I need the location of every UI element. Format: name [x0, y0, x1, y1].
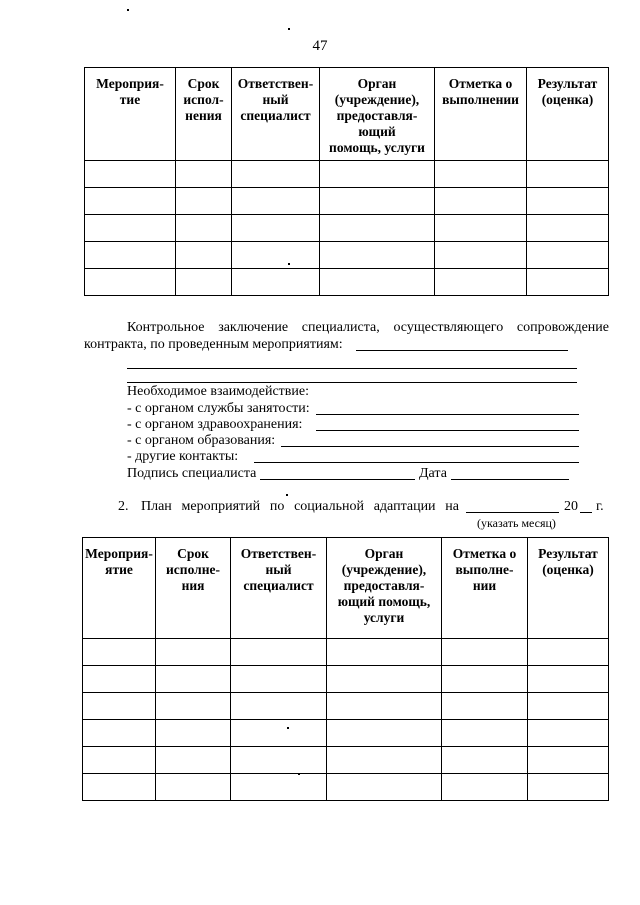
table-cell[interactable] [528, 639, 609, 666]
column-header-result: Результат (оценка) [527, 68, 609, 161]
table-row [83, 720, 609, 747]
table-cell[interactable] [156, 693, 231, 720]
table-cell[interactable] [528, 720, 609, 747]
plan-year-suffix: г. [596, 499, 604, 514]
table-cell[interactable] [327, 693, 442, 720]
plan-year-prefix: 20 [564, 499, 578, 514]
table-cell[interactable] [442, 747, 528, 774]
table-cell[interactable] [327, 639, 442, 666]
column-header-agency: Орган (учреждение), предоставля- ющий помощь, услуги [320, 68, 435, 161]
table-cell[interactable] [156, 747, 231, 774]
table-cell[interactable] [85, 161, 176, 188]
table-row [83, 693, 609, 720]
column-header-activity: Мероприя- тие [85, 68, 176, 161]
scan-speck [288, 28, 290, 30]
table-cell[interactable] [320, 215, 435, 242]
table-row [83, 639, 609, 666]
table-row [83, 774, 609, 801]
table-row [83, 747, 609, 774]
table-cell[interactable] [320, 269, 435, 296]
table-cell[interactable] [231, 720, 327, 747]
table-cell[interactable] [83, 774, 156, 801]
table-cell[interactable] [442, 774, 528, 801]
table-cell[interactable] [231, 666, 327, 693]
scan-speck [288, 263, 290, 265]
education-fill-line[interactable] [281, 446, 579, 447]
column-header-activity: Мероприя- ятие [83, 538, 156, 639]
column-header-deadline: Срок испол- нения [176, 68, 232, 161]
table-cell[interactable] [83, 693, 156, 720]
column-header-deadline: Срок исполне- ния [156, 538, 231, 639]
date-label: Дата [419, 466, 447, 481]
table-cell[interactable] [232, 188, 320, 215]
other-contacts-label: - другие контакты: [127, 449, 239, 464]
table-cell[interactable] [527, 269, 609, 296]
table-cell[interactable] [435, 215, 527, 242]
table-row [85, 161, 609, 188]
table-cell[interactable] [327, 747, 442, 774]
column-header-responsible: Ответствен- ный специалист [231, 538, 327, 639]
table-cell[interactable] [528, 747, 609, 774]
table-cell[interactable] [527, 188, 609, 215]
table-cell[interactable] [442, 693, 528, 720]
scan-speck [127, 9, 129, 11]
table-cell[interactable] [85, 215, 176, 242]
health-label: - с органом здравоохранения: [127, 417, 303, 432]
table-cell[interactable] [442, 639, 528, 666]
scan-speck [286, 494, 288, 496]
column-header-completion-mark: Отметка о выполнении [435, 68, 527, 161]
scan-speck [287, 727, 289, 729]
table-cell[interactable] [435, 188, 527, 215]
table-cell[interactable] [176, 161, 232, 188]
table-cell[interactable] [442, 666, 528, 693]
other-contacts-fill-line[interactable] [254, 462, 579, 463]
table-cell[interactable] [231, 639, 327, 666]
table-cell[interactable] [176, 269, 232, 296]
activities-table-top [84, 67, 609, 296]
signature-fill-line[interactable] [260, 479, 415, 480]
table-cell[interactable] [156, 639, 231, 666]
table-cell[interactable] [232, 269, 320, 296]
table-cell[interactable] [232, 161, 320, 188]
table-cell[interactable] [231, 693, 327, 720]
table-row [83, 666, 609, 693]
date-fill-line[interactable] [451, 479, 569, 480]
table-cell[interactable] [176, 188, 232, 215]
plan-number: 2. [118, 499, 129, 514]
table-cell[interactable] [327, 666, 442, 693]
table-cell[interactable] [528, 774, 609, 801]
column-header-agency: Орган (учреждение), предоставля- ющий помощь, услуги [327, 538, 442, 639]
plan-text: План мероприятий по социальной адаптации на [141, 499, 459, 514]
page-number: 47 [312, 38, 328, 54]
conclusion-line-2: контракта, по проведенным мероприятиям: [84, 337, 343, 352]
table-cell[interactable] [528, 693, 609, 720]
month-hint: (указать месяц) [477, 516, 556, 530]
health-fill-line[interactable] [316, 430, 579, 431]
column-header-result: Результат (оценка) [528, 538, 609, 639]
table-cell[interactable] [527, 215, 609, 242]
table-cell[interactable] [327, 774, 442, 801]
table-cell[interactable] [83, 666, 156, 693]
table-cell[interactable] [156, 720, 231, 747]
plan-year-fill-line[interactable] [580, 512, 592, 513]
table-cell[interactable] [85, 188, 176, 215]
table-cell[interactable] [156, 666, 231, 693]
table-body-bottom [83, 639, 609, 801]
table-body-top [85, 161, 609, 296]
employment-fill-line[interactable] [316, 414, 579, 415]
table-cell[interactable] [232, 242, 320, 269]
table-cell[interactable] [327, 720, 442, 747]
table-cell[interactable] [231, 747, 327, 774]
scan-speck [298, 773, 300, 775]
conclusion-fill-line-2[interactable] [127, 368, 577, 369]
plan-month-fill-line[interactable] [466, 512, 559, 513]
table-cell[interactable] [442, 720, 528, 747]
activities-table-bottom [82, 537, 609, 801]
table-cell[interactable] [527, 161, 609, 188]
table-cell[interactable] [83, 747, 156, 774]
table-cell[interactable] [435, 269, 527, 296]
table-row [85, 269, 609, 296]
employment-label: - с органом службы занятости: [127, 401, 310, 416]
interaction-heading: Необходимое взаимодействие: [127, 384, 310, 399]
table-cell[interactable] [527, 242, 609, 269]
conclusion-fill-line-3[interactable] [127, 382, 577, 383]
table-row [85, 242, 609, 269]
table-cell[interactable] [320, 161, 435, 188]
table-row [85, 188, 609, 215]
table-cell[interactable] [435, 161, 527, 188]
table-cell[interactable] [232, 215, 320, 242]
column-header-completion-mark: Отметка о выполне- нии [442, 538, 528, 639]
education-label: - с органом образования: [127, 433, 276, 448]
conclusion-fill-line-1[interactable] [356, 350, 568, 351]
table-cell[interactable] [83, 720, 156, 747]
table-cell[interactable] [320, 188, 435, 215]
table-row [85, 215, 609, 242]
table-cell[interactable] [85, 242, 176, 269]
table-cell[interactable] [156, 774, 231, 801]
table-cell[interactable] [435, 242, 527, 269]
table-cell[interactable] [85, 269, 176, 296]
table-cell[interactable] [528, 666, 609, 693]
column-header-responsible: Ответствен- ный специалист [232, 68, 320, 161]
table-cell[interactable] [320, 242, 435, 269]
signature-label: Подпись специалиста [127, 466, 257, 481]
table-cell[interactable] [231, 774, 327, 801]
table-cell[interactable] [176, 215, 232, 242]
table-cell[interactable] [83, 639, 156, 666]
table-cell[interactable] [176, 242, 232, 269]
conclusion-line-1: Контрольное заключение специалиста, осуществляющего сопровождение [127, 320, 609, 335]
